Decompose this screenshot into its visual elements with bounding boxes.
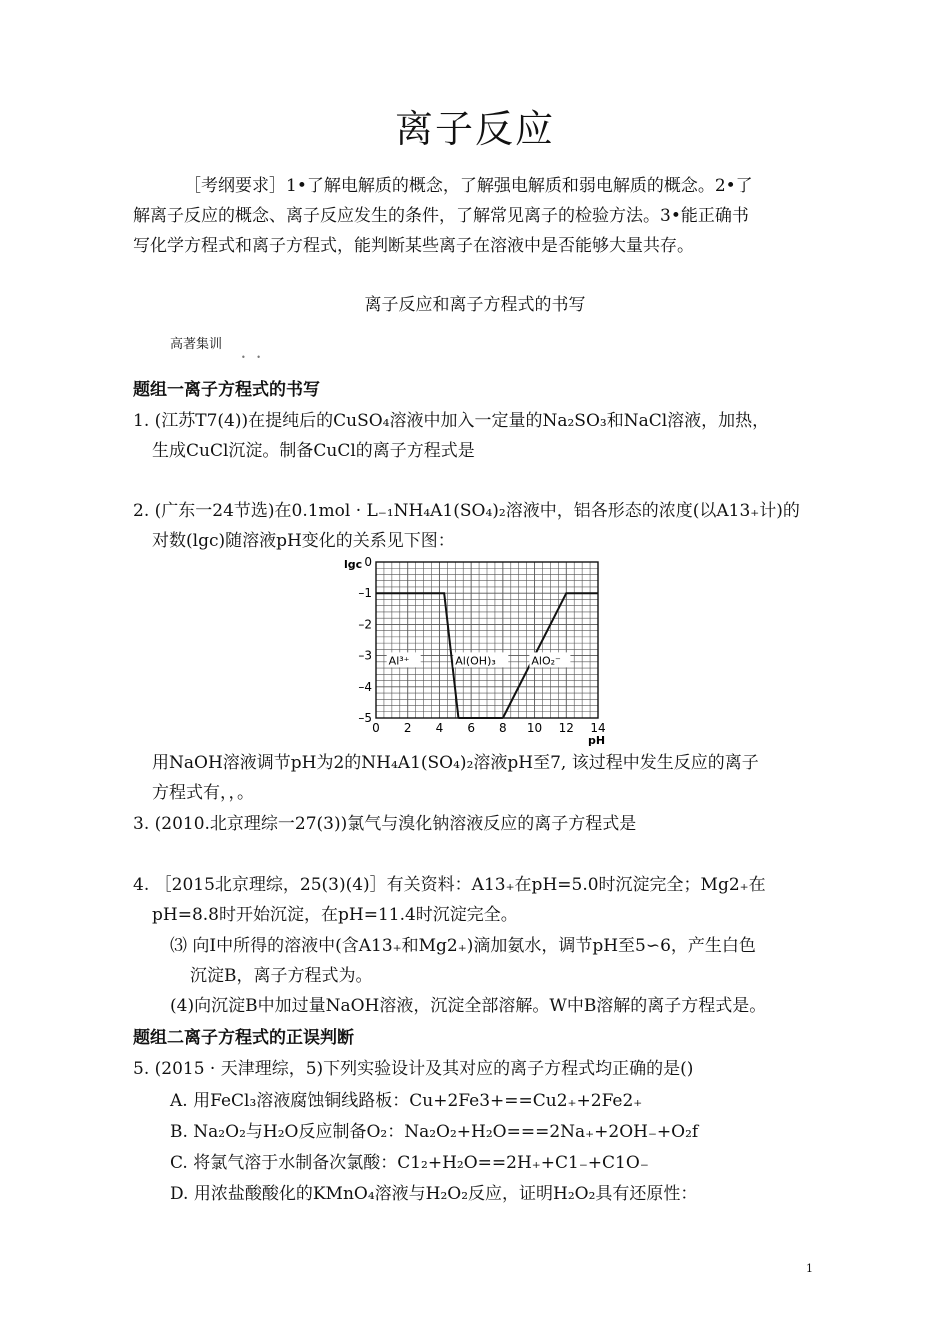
option-b: B. Na₂O₂与H₂O反应制备O₂：Na₂O₂+H₂O===2Na₊+2OH₋+O₂f (170, 1122, 699, 1142)
x-tick-label: 2 (403, 721, 412, 735)
q2-line-1: 2. (广东一24节选)在0.1mol · L₋₁NH₄A1(SO₄)₂溶液中，铝各形态的浓度(以A13₊计)的 (133, 501, 800, 521)
x-tick-label: 4 (435, 721, 444, 735)
x-tick-label: 10 (526, 721, 543, 735)
x-tick-label: 12 (558, 721, 574, 735)
option-c: C. 将氯气溶于水制备次氯酸：C1₂+H₂O==2H₊+C1₋+C1O₋ (170, 1153, 649, 1173)
emphasis-dots: • • (241, 353, 265, 362)
q4-line-2: pH=8.8时开始沉淀，在pH=11.4时沉淀完全。 (152, 905, 518, 925)
q4-line-3: ⑶ 向I中所得的溶液中(含A13₊和Mg2₊)滴加氨水，调节pH至5∽6，产生白色 (170, 936, 756, 956)
group1-title: 题组一离子方程式的书写 (133, 380, 320, 400)
x-tick-label: 8 (499, 721, 507, 735)
q2-line-2: 对数(lgc)随溶液pH变化的关系见下图： (152, 531, 455, 551)
y-tick-label: –2 (358, 617, 372, 632)
q4-line-5: (4)向沉淀B中加过量NaOH溶液，沉淀全部溶解。W中B溶解的离子方程式是。 (170, 996, 767, 1016)
page-number: 1 (806, 1262, 813, 1275)
q4-line-1: 4. ［2015北京理综，25(3)(4)］有关资料：A13₊在pH=5.0时沉淀完全；Mg2₊在 (133, 875, 766, 895)
intro-line-1: ［考纲要求］1•了解电解质的概念，了解强电解质和弱电解质的概念。2•了 (184, 176, 753, 196)
chart-ylabel: lgc (344, 558, 363, 571)
series-annotation: AlO₂⁻ (531, 654, 561, 668)
y-tick-label: –3 (358, 648, 372, 663)
q2-after-line-1: 用NaOH溶液调节pH为2的NH₄A1(SO₄)₂溶液pH至7, 该过程中发生反应的离子 (152, 753, 759, 773)
q5-line: 5. (2015 · 天津理综，5)下列实验设计及其对应的离子方程式均正确的是() (133, 1059, 694, 1079)
section-heading: 离子反应和离子方程式的书写 (364, 295, 586, 315)
y-tick-label: –1 (358, 586, 372, 601)
q1-line-2: 生成CuCl沉淀。制备CuCl的离子方程式是 (152, 441, 475, 461)
q2-after-line-2: 方程式有，，。 (152, 783, 254, 803)
q1-line-1: 1. (江苏T7(4))在提纯后的CuSO₄溶液中加入一定量的Na₂SO₃和NaCl溶液，加热， (133, 411, 770, 431)
q3-line: 3. (2010.北京理综一27(3))氯气与溴化钠溶液反应的离子方程式是 (133, 814, 637, 834)
x-tick-label: 0 (372, 721, 380, 735)
group2-title: 题组二离子方程式的正误判断 (133, 1028, 354, 1048)
page-title: 离子反应 (394, 107, 555, 151)
intro-line-3: 写化学方程式和离子方程式，能判断某些离子在溶液中是否能够大量共存。 (133, 236, 694, 256)
y-tick-label: –5 (358, 711, 372, 725)
y-tick-label: –4 (358, 679, 372, 694)
option-a: A. 用FeCl₃溶液腐蚀铜线路板：Cu+2Fe3+==Cu2₊+2Fe2₊ (170, 1091, 643, 1111)
q4-line-4: 沉淀B，离子方程式为。 (190, 966, 373, 986)
intro-line-2: 解离子反应的概念、离子反应发生的条件，了解常见离子的检验方法。3•能正确书 (133, 206, 749, 226)
option-d: D. 用浓盐酸酸化的KMnO₄溶液与H₂O₂反应，证明H₂O₂具有还原性： (170, 1184, 698, 1204)
chart-xlabel: pH (588, 734, 606, 747)
series-annotation: Al³⁺ (388, 654, 410, 668)
series-annotation: Al(OH)₃ (455, 654, 496, 668)
y-tick-label: 0 (364, 555, 372, 569)
gaokao-label: 高著集训 (170, 337, 223, 352)
x-tick-label: 14 (590, 721, 606, 735)
x-tick-label: 6 (467, 721, 475, 735)
lgc-ph-chart (330, 552, 620, 747)
